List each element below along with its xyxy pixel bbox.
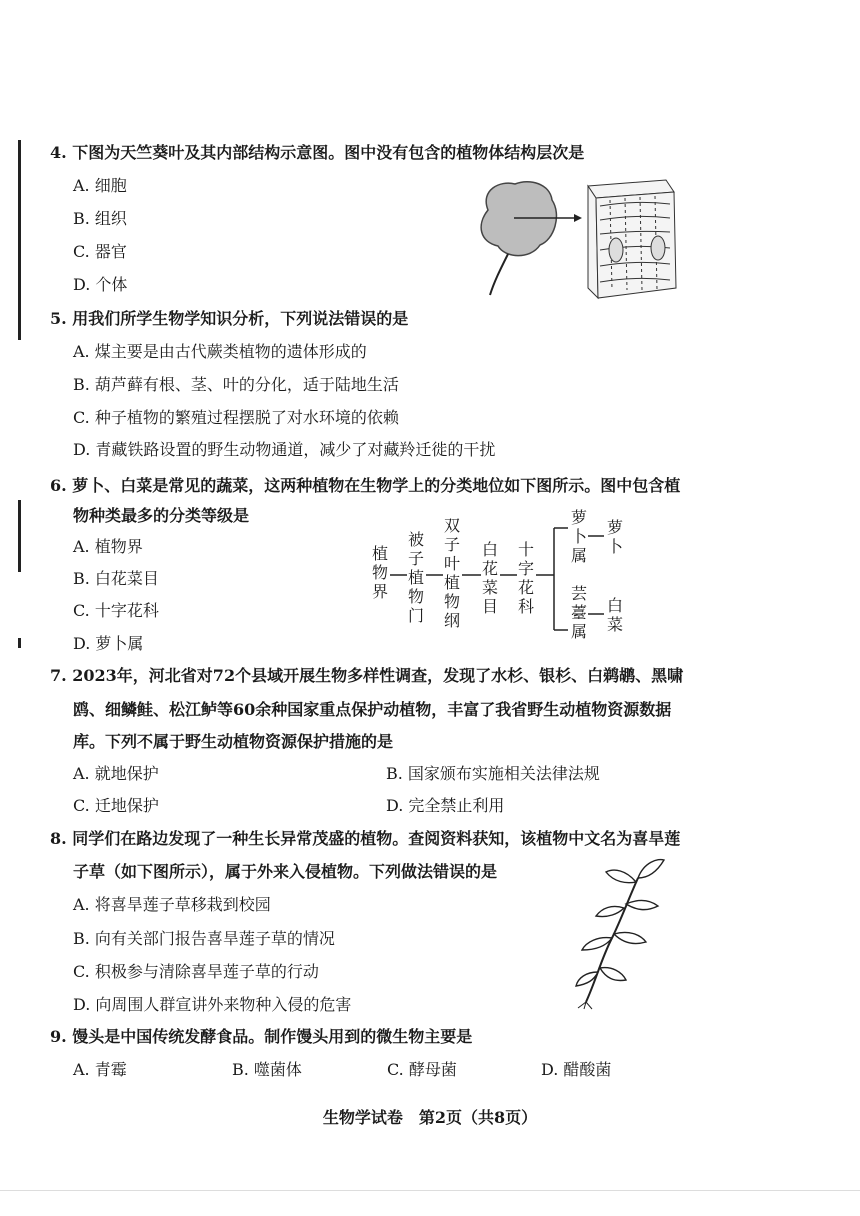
q8-option-b: B. 向有关部门报告喜旱莲子草的情况	[73, 929, 335, 948]
q7-stem-line2: 鸥、细鳞鲑、松江鲈等60余种国家重点保护动植物，丰富了我省野生动植物资源数据	[73, 700, 672, 719]
q9-option-b: B. 噬菌体	[232, 1060, 302, 1079]
taxon-kingdom: 植物界	[371, 544, 388, 601]
q5-option-c: C. 种子植物的繁殖过程摆脱了对水环境的依赖	[73, 408, 399, 427]
q7-option-d: D. 完全禁止利用	[386, 796, 505, 815]
taxon-class: 双子叶植物纲	[443, 516, 460, 630]
margin-mark	[18, 638, 21, 648]
q9-option-a: A. 青霉	[73, 1060, 127, 1079]
q5-option-b: B. 葫芦藓有根、茎、叶的分化，适于陆地生活	[73, 375, 399, 394]
q9-option-c: C. 酵母菌	[387, 1060, 457, 1079]
q6-stem-line2: 物种类最多的分类等级是	[73, 506, 250, 525]
plant-roots	[578, 1002, 592, 1009]
q5-option-a: A. 煤主要是由古代蕨类植物的遗体形成的	[73, 342, 367, 361]
q6-stem-line1: 6. 萝卜、白菜是常见的蔬菜，这两种植物在生物学上的分类地位如下图所示。图中包含植	[50, 476, 681, 495]
q5-stem: 5. 用我们所学生物学知识分析，下列说法错误的是	[50, 309, 409, 328]
q6-option-b: B. 白花菜目	[73, 569, 159, 588]
q7-stem-line1: 7. 2023年，河北省对72个县域开展生物多样性调查，发现了水杉、银杉、白鹈鹕、黑啸	[50, 666, 684, 685]
q8-option-c: C. 积极参与清除喜旱莲子草的行动	[73, 962, 319, 981]
q7-option-a: A. 就地保护	[73, 764, 159, 783]
q8-option-a: A. 将喜旱莲子草移栽到校园	[73, 895, 271, 914]
q9-stem: 9. 馒头是中国传统发酵食品。制作馒头用到的微生物主要是	[50, 1027, 473, 1046]
q6-option-c: C. 十字花科	[73, 601, 159, 620]
leaf-cross-section	[588, 180, 676, 298]
taxon-species-b: 白菜	[606, 596, 623, 634]
q8-stem-line2: 子草（如下图所示），属于外来入侵植物。下列做法错误的是	[73, 862, 498, 881]
taxon-genus-b: 芸薹属	[570, 584, 587, 641]
q8-stem-line1: 8. 同学们在路边发现了一种生长异常茂盛的植物。查阅资料获知，该植物中文名为喜旱莲	[50, 829, 681, 848]
q5-option-d: D. 青藏铁路设置的野生动物通道，减少了对藏羚迁徙的干扰	[73, 440, 496, 459]
q8-option-d: D. 向周围人群宣讲外来物种入侵的危害	[73, 995, 352, 1014]
q4-option-d: D. 个体	[73, 275, 128, 294]
taxon-species-a: 萝卜	[606, 518, 623, 556]
q4-option-c: C. 器官	[73, 242, 127, 261]
taxon-order: 白花菜目	[481, 540, 498, 616]
bottom-edge	[0, 1190, 860, 1191]
q4-stem: 4. 下图为天竺葵叶及其内部结构示意图。图中没有包含的植物体结构层次是	[50, 143, 585, 162]
q7-option-c: C. 迁地保护	[73, 796, 159, 815]
taxon-phylum: 被子植物门	[407, 530, 424, 625]
q4-option-a: A. 细胞	[73, 176, 127, 195]
classification-connectors	[360, 500, 640, 650]
q7-option-b: B. 国家颁布实施相关法律法规	[386, 764, 600, 783]
taxon-family: 十字花科	[517, 540, 534, 616]
margin-bar-top	[18, 140, 21, 340]
q6-option-a: A. 植物界	[73, 537, 143, 556]
q6-option-d: D. 萝卜属	[73, 634, 144, 653]
q7-stem-line3: 库。下列不属于野生动植物资源保护措施的是	[73, 732, 394, 751]
alligator-weed-figure	[566, 850, 676, 1010]
zoom-arrowhead	[574, 214, 582, 222]
geranium-leaf-figure	[470, 170, 690, 310]
margin-bar-middle	[18, 500, 21, 572]
q9-option-d: D. 醋酸菌	[541, 1060, 612, 1079]
page-footer: 生物学试卷 第2页（共8页）	[322, 1108, 538, 1127]
taxon-genus-a: 萝卜属	[570, 508, 587, 565]
q4-option-b: B. 组织	[73, 209, 127, 228]
leaf-petiole	[490, 254, 508, 295]
